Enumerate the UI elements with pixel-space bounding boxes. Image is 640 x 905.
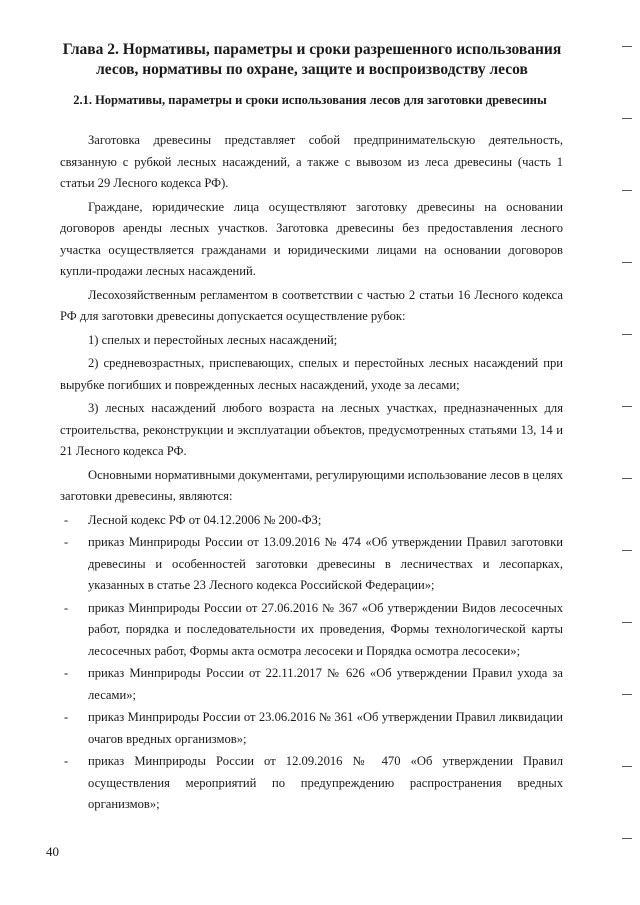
paragraph: Лесохозяйственным регламентом в соответствии с частью 2 статьи 16 Лесного кодекса РФ для заготовки древесины допускается осуществление рубок: bbox=[60, 287, 563, 323]
paragraph: Основными нормативными документами, регулирующими использование лесов в целях заготовки древесины, являются: bbox=[60, 467, 563, 503]
chapter-title: Глава 2. Нормативы, параметры и сроки разрешенного использования лесов, нормативы по охране, защите и воспроизводству лесов bbox=[62, 41, 562, 78]
dash-bullet: - bbox=[64, 512, 69, 527]
list-item-text: приказ Минприроды России от 23.06.2016 № 361 «Об утверждении Правил ликвидации очагов вредных организмов»; bbox=[88, 710, 563, 746]
list-item-text: Лесной кодекс РФ от 04.12.2006 № 200-ФЗ; bbox=[88, 512, 322, 527]
dash-bullet: - bbox=[64, 600, 69, 615]
list-item-text: приказ Минприроды России от 12.09.2016 № 470 «Об утверждении Правил осуществления мероприятий по предупреждению распространения вредных организмов»; bbox=[88, 754, 563, 811]
list-item bbox=[60, 663, 563, 706]
scan-margin-marks bbox=[618, 0, 638, 905]
page-number: 40 bbox=[46, 844, 59, 859]
paragraph: Заготовка древесины представляет собой предпринимательскую деятельность, связанную с рубкой лесных насаждений, а также с вывозом из леса древесины (часть 1 статьи 29 Лесного кодекса РФ). bbox=[60, 133, 563, 190]
paragraph: Граждане, юридические лица осуществляют заготовку древесины на основании договоров аренды лесных участков. Заготовка древесины без предоставления лесного участка осуществляется гражданами и юридическими лицами на основании договоров купли-продажи лесных насаждений. bbox=[60, 199, 563, 278]
list-item bbox=[60, 751, 563, 816]
list-item bbox=[60, 707, 563, 750]
list-item-text: приказ Минприроды России от 27.06.2016 № 367 «Об утверждении Видов лесосечных работ, порядка и последовательности их проведения, Формы технологической карты лесосечных работ, Формы акта осмотра лесосеки и Порядка осмотра лесосеки»; bbox=[88, 600, 563, 658]
numbered-item: 1) спелых и перестойных лесных насаждений; bbox=[88, 332, 338, 347]
dash-bullet: - bbox=[64, 535, 69, 549]
dash-bullet: - bbox=[64, 754, 69, 768]
numbered-item: 2) средневозрастных, приспевающих, спелых и перестойных лесных насаждений при вырубке погибших и поврежденных лесных насаждений, уходе за лесами; bbox=[60, 356, 563, 392]
section-title: 2.1. Нормативы, параметры и сроки использования лесов для заготовки древесины bbox=[73, 93, 547, 107]
list-item bbox=[60, 510, 563, 532]
dash-bullet: - bbox=[64, 666, 69, 680]
list-item-text: приказ Минприроды России от 13.09.2016 № 474 «Об утверждении Правил заготовки древесины и особенностей заготовки древесины в лесничествах и лесопарках, указанных в статье 23 Лесного кодекса Российской Федерации»; bbox=[88, 535, 563, 592]
document-body bbox=[60, 130, 563, 817]
list-item bbox=[60, 532, 563, 597]
dash-bullet: - bbox=[64, 710, 69, 724]
list-item-text: приказ Минприроды России от 22.11.2017 № 626 «Об утверждении Правил ухода за лесами»; bbox=[88, 666, 563, 702]
numbered-item: 3) лесных насаждений любого возраста на лесных участках, предназначенных для строительства, реконструкции и эксплуатации объектов, предусмотренных статьями 13, 14 и 21 Лесного кодекса РФ. bbox=[60, 401, 563, 458]
list-item bbox=[60, 598, 563, 663]
